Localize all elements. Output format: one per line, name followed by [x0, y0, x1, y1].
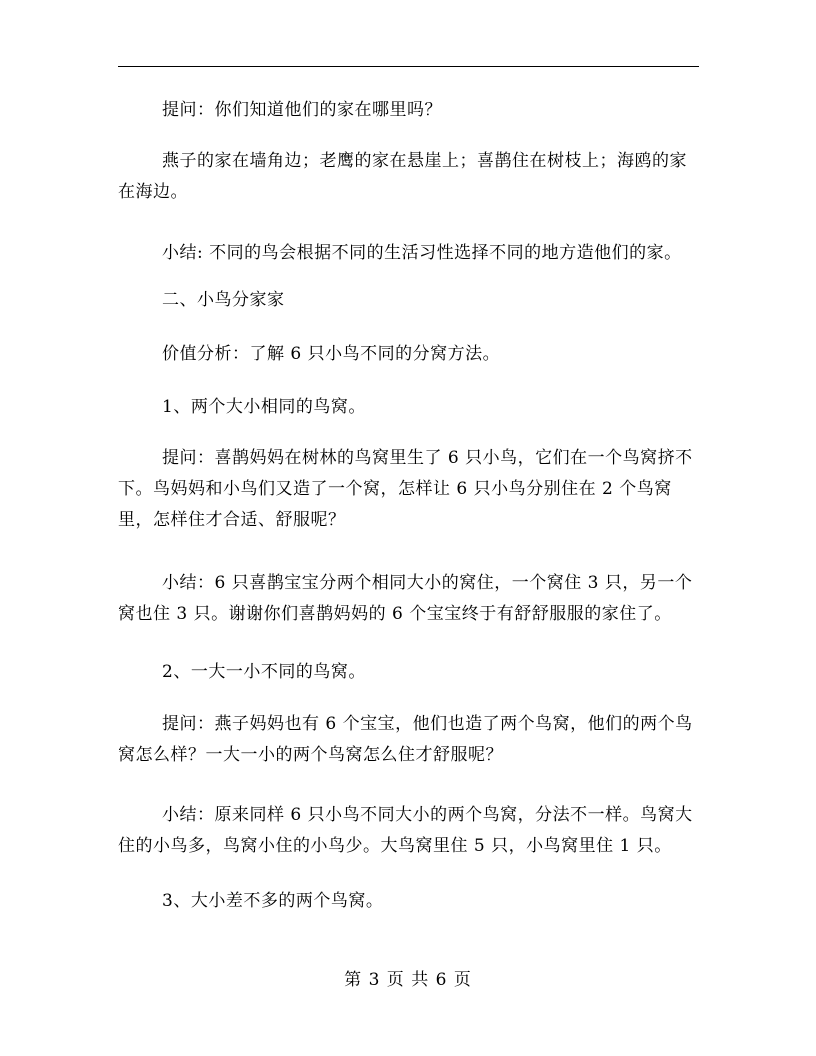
paragraph: 燕子的家在墙角边；老鹰的家在悬崖上；喜鹊住在树枝上；海鸥的家在海边。 — [118, 151, 687, 202]
paragraph: 小结：原来同样 6 只小鸟不同大小的两个鸟窝，分法不一样。鸟窝大住的小鸟多，鸟窝小住的小鸟少。大鸟窝里住 5 只，小鸟窝里住 1 只。 — [118, 805, 693, 856]
paragraph: 小结: 不同的鸟会根据不同的生活习性选择不同的地方造他们的家。 — [162, 243, 682, 263]
subsection-heading: 1、两个大小相同的鸟窝。 — [162, 397, 366, 417]
paragraph: 提问：喜鹊妈妈在树林的鸟窝里生了 6 只小鸟，它们在一个鸟窝挤不下。鸟妈妈和小鸟们又造了一个窝，怎样让 6 只小鸟分别住在 2 个鸟窝里，怎样住才合适、舒服呢？ — [118, 448, 693, 530]
paragraph: 小结：6 只喜鹊宝宝分两个相同大小的窝住，一个窝住 3 只，另一个窝也住 3 只。谢谢你们喜鹊妈妈的 6 个宝宝终于有舒舒服服的家住了。 — [118, 573, 693, 624]
paragraph: 价值分析：了解 6 只小鸟不同的分窝方法。 — [162, 344, 501, 364]
page-number-footer: 第 3 页 共 6 页 — [344, 970, 472, 990]
header-rule — [118, 66, 699, 67]
section-heading: 二、小鸟分家家 — [162, 290, 285, 310]
paragraph: 提问：燕子妈妈也有 6 个宝宝，他们也造了两个鸟窝，他们的两个鸟窝怎么样？一大一小的两个鸟窝怎么住才舒服呢？ — [118, 714, 693, 765]
subsection-heading: 3、大小差不多的两个鸟窝。 — [162, 891, 384, 911]
paragraph: 提问：你们知道他们的家在哪里吗？ — [162, 100, 442, 120]
subsection-heading: 2、一大一小不同的鸟窝。 — [162, 662, 366, 682]
